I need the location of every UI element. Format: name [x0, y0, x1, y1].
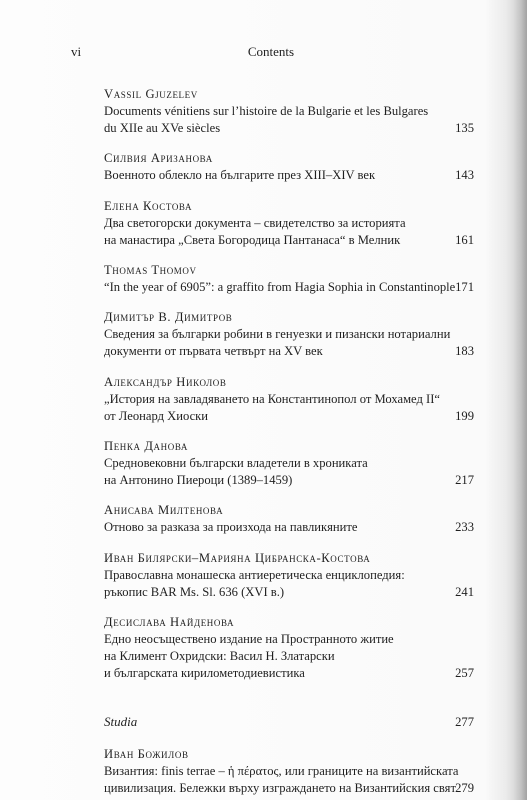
toc-entry-author: Александър Николов: [104, 374, 227, 389]
toc-entry: [104, 197, 474, 249]
toc-entry-author: Иван Божилов: [104, 746, 189, 761]
toc-entry: [104, 261, 474, 296]
running-head: [71, 44, 471, 64]
toc-entry-title-line: Православна монашеска антиеретическа енциклопедия:: [104, 567, 405, 582]
toc-entry-author: Иван Билярски–Марияна Цибранска-Костова: [104, 550, 371, 565]
toc-entry-title-line: „История на завладяването на Константинопол от Мохамед II“: [104, 391, 441, 406]
toc-entry: [104, 308, 474, 360]
toc-entry-title[interactable]: [104, 326, 474, 360]
toc-entry-title-line: Военното облекло на българите през XIII–XIV век: [104, 168, 376, 183]
toc-entry-page-number: 233: [455, 520, 474, 535]
toc-entry-page-number: 279: [455, 780, 474, 795]
toc-entry-page-number: 161: [455, 232, 474, 247]
toc-entry-page-number: 143: [455, 168, 474, 183]
toc-entry-title[interactable]: [104, 519, 474, 536]
toc-entry: [104, 613, 474, 683]
toc-entry: [104, 373, 474, 425]
toc-entry-author: Силвия Аризанова: [104, 151, 213, 166]
toc-entry-title[interactable]: [104, 455, 474, 489]
toc-entry: [104, 149, 474, 184]
toc-entry-author: Анисава Милтенова: [104, 503, 224, 518]
toc-entry: [104, 501, 474, 536]
toc-entry-title-line: от Леонард Хиоски: [104, 408, 209, 423]
toc-entry: [104, 549, 474, 601]
toc-entry-page-number: 183: [455, 344, 474, 359]
toc-entry-page-number: 135: [455, 121, 474, 136]
toc-entry-title-line: на Антонино Пиероци (1389–1459): [104, 473, 293, 488]
toc-entry-title-line: Византия: finis terrae – ἡ πέρατος, или границите на византийската: [104, 763, 459, 778]
toc-entry: [104, 85, 474, 137]
toc-entry-title-line: Средновековни български владетели в хрониката: [104, 456, 368, 471]
toc-entry-author: Десислава Найденова: [104, 615, 235, 630]
toc-section-heading[interactable]: [104, 713, 474, 731]
toc-entry: [104, 437, 474, 489]
toc-entry-title-line: документи от първата четвърт на XV век: [104, 344, 323, 359]
toc-entry-page-number: 257: [455, 666, 474, 681]
toc-entry-title-line: Два светогорски документа – свидетелство за историята: [104, 215, 406, 230]
toc-entry-author: Thomas Thomov: [104, 263, 197, 278]
running-head-title: Contents: [247, 44, 295, 59]
toc-entry-title[interactable]: [104, 391, 474, 425]
toc-entry-title[interactable]: [104, 215, 474, 249]
toc-entry-author: Димитър В. Димитров: [104, 310, 233, 325]
toc-entry-title-line: ръкопис BAR Ms. Sl. 636 (XVI в.): [104, 584, 285, 599]
toc-entry-title[interactable]: [104, 279, 474, 296]
toc-entry: [104, 745, 474, 797]
toc-entry-title-line: Едно неосъществено издание на Пространното житие: [104, 632, 394, 647]
toc-entry-title-line: du XIIe au XVe siècles: [104, 121, 221, 136]
toc-entry-title-line: Сведения за българки робини в генуезки и пизански нотариални: [104, 327, 451, 342]
toc-entry-title[interactable]: [104, 167, 474, 184]
toc-entry-page-number: 217: [455, 473, 474, 488]
toc-entry-title-line: “In the year of 6905”: a graffito from Hagia Sophia in Constantinople: [104, 280, 456, 295]
page-folio: vi: [71, 44, 82, 59]
toc-entry-title[interactable]: [104, 763, 474, 797]
toc-entry-title-line: цивилизация. Бележки върху изграждането на Византийския свят: [104, 780, 456, 795]
toc-entry-author: Елена Костова: [104, 198, 193, 213]
toc-entry-title-line: на манастира „Света Богородица Пантанаса“ в Мелник: [104, 232, 401, 247]
table-of-contents: [104, 85, 474, 809]
toc-entry-author: Пенка Данова: [104, 439, 188, 454]
toc-entry-title[interactable]: [104, 103, 474, 137]
toc-entry-title-line: Documents vénitiens sur l’histoire de la Bulgarie et les Bulgares: [104, 104, 429, 118]
toc-entry-page-number: 171: [455, 280, 474, 295]
toc-entry-page-number: 241: [455, 584, 474, 599]
page-gutter-shadow: [513, 0, 527, 800]
toc-entry-title[interactable]: [104, 567, 474, 601]
toc-entry-title-line: и българската кирилометодиевистика: [104, 666, 305, 681]
toc-entry-page-number: 199: [455, 408, 474, 423]
toc-entry-title[interactable]: [104, 631, 474, 683]
toc-entry-author: Vassil Gjuzelev: [104, 87, 198, 101]
toc-section-page-number: 277: [455, 714, 474, 729]
toc-entry-title-line: на Климент Охридски: Васил Н. Златарски: [104, 649, 335, 664]
toc-section-name: Studia: [104, 713, 138, 729]
toc-entry-title-line: Отново за разказа за произхода на павликяните: [104, 520, 358, 535]
